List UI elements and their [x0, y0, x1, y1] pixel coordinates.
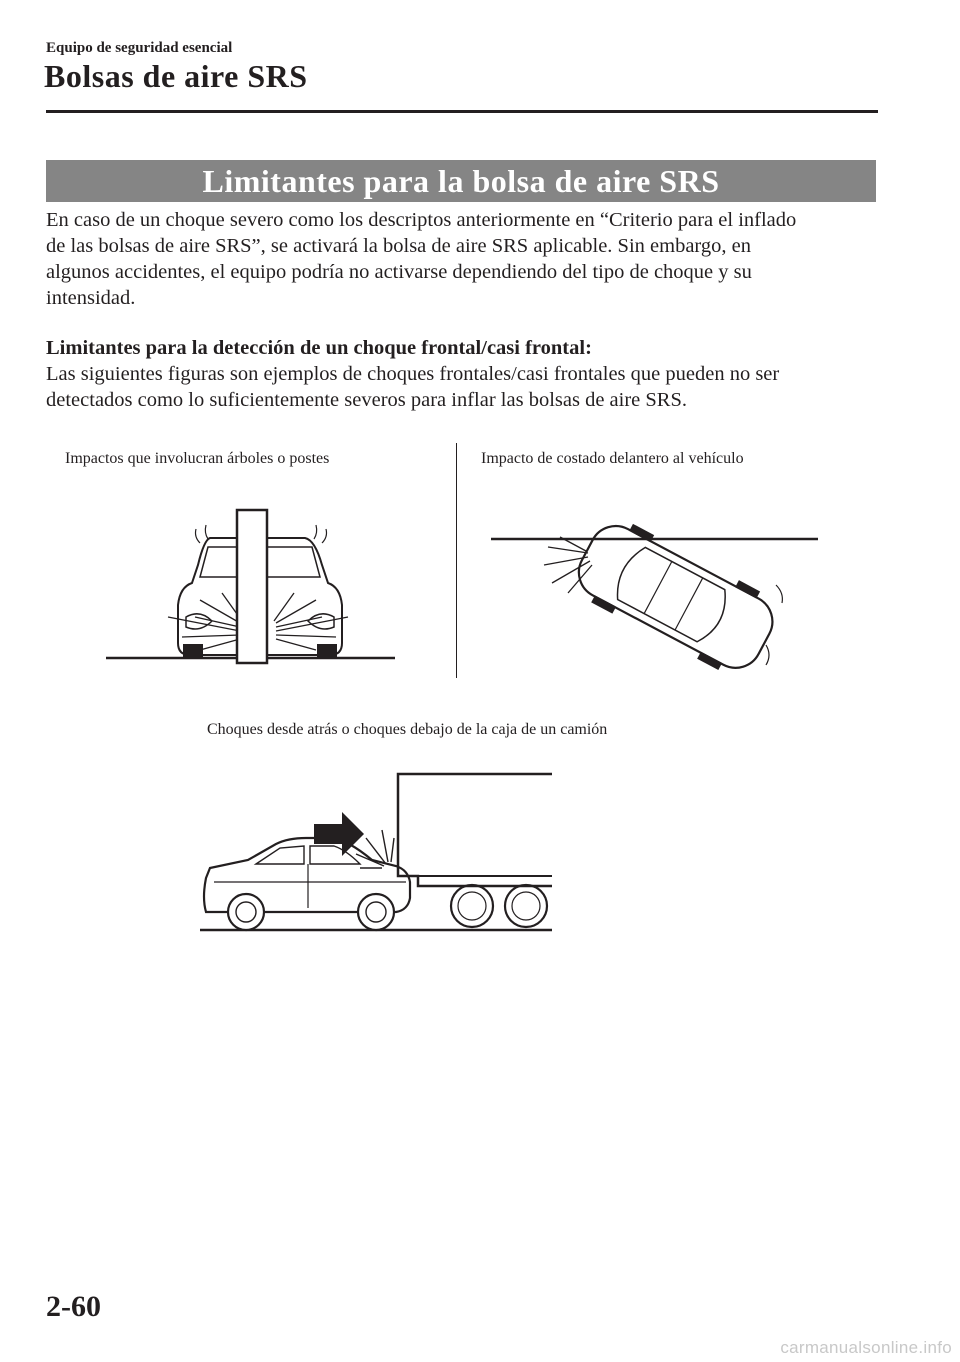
pole-impact-caption: Impactos que involucran árboles o postes	[65, 450, 330, 467]
side-impact-illustration	[488, 525, 823, 675]
intro-line: de las bolsas de aire SRS”, se activará la bolsa de aire SRS aplicable. Sin embargo, en	[46, 235, 751, 257]
intro-line: En caso de un choque severo como los descriptos anteriormente en “Criterio para el inflado	[46, 209, 797, 231]
intro-line: algunos accidentes, el equipo podría no activarse dependiendo del tipo de choque y su	[46, 261, 752, 283]
frontal-line: detectados como lo suficientemente severos para inflar las bolsas de aire SRS.	[46, 389, 687, 411]
section-banner: Limitantes para la bolsa de aire SRS	[46, 160, 876, 202]
frontal-paragraph	[46, 361, 886, 413]
title-divider	[46, 110, 878, 113]
frontal-heading: Limitantes para la detección de un choque frontal/casi frontal:	[46, 337, 592, 359]
section-label: Equipo de seguridad esencial	[46, 40, 233, 56]
side-impact-caption: Impacto de costado delantero al vehículo	[481, 450, 744, 467]
intro-paragraph	[46, 207, 886, 311]
watermark: carmanualsonline.info	[780, 1338, 952, 1357]
intro-line: intensidad.	[46, 287, 136, 309]
truck-underride-illustration	[196, 768, 558, 938]
frontal-line: Las siguientes figuras son ejemplos de choques frontales/casi frontales que pueden no ser	[46, 363, 780, 385]
figure-divider	[456, 443, 457, 678]
truck-impact-caption: Choques desde atrás o choques debajo de la caja de un camión	[207, 721, 608, 738]
page-title: Bolsas de aire SRS	[44, 58, 308, 94]
page-number: 2-60	[46, 1290, 101, 1323]
pole-impact-illustration	[100, 505, 400, 670]
